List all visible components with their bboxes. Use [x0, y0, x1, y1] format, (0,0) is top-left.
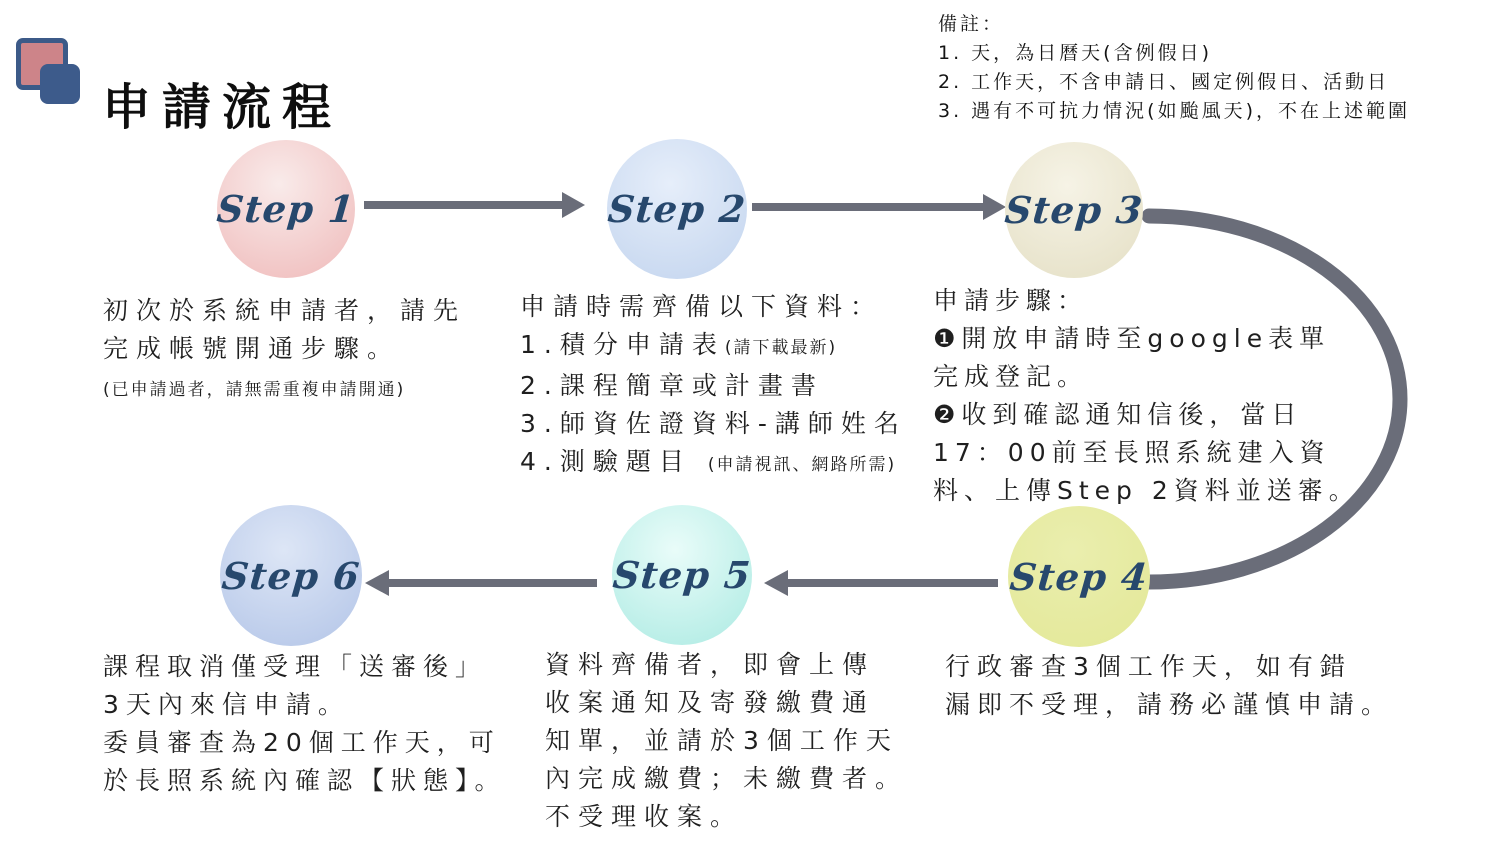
step-text-line: 課程取消僅受理「送審後」	[103, 652, 488, 681]
step-text-line: 資料齊備者，即會上傳	[545, 650, 876, 679]
step-6-label: Step 6	[220, 553, 362, 598]
step-text-line: 於長照系統內確認【狀態】。	[103, 766, 507, 795]
notes-list	[938, 39, 1498, 126]
step-5-description	[545, 646, 908, 836]
step-text-line: 完成登記。	[933, 362, 1089, 391]
arrow-step2-to-step3	[752, 194, 1006, 220]
step-3-description	[933, 282, 1360, 510]
step-3-circle	[1005, 142, 1143, 278]
step-6-circle	[220, 505, 362, 646]
step-text-line: 收案通知及寄發繳費通	[545, 688, 876, 717]
notes-block	[938, 10, 1498, 126]
step-text-line: (已申請過者，請無需重複申請開通)	[103, 380, 406, 400]
note-item: 3. 遇有不可抗力情況(如颱風天)，不在上述範圍	[938, 100, 1410, 122]
step-text-line: 申請時需齊備以下資料：	[520, 292, 884, 321]
note-item: 2. 工作天，不含申請日、國定例假日、活動日	[938, 71, 1390, 93]
step-text-line: 行政審查3個工作天，如有錯	[945, 652, 1352, 681]
arrow-step4-to-step5	[764, 570, 998, 596]
step-text-line: 申請步驟：	[933, 286, 1089, 315]
step-2-description	[520, 288, 907, 484]
step-text-line: 完成帳號開通步驟。	[103, 334, 401, 363]
step-text-line: ❷收到確認通知信後，當日	[933, 400, 1303, 429]
arrow-step5-to-step6	[365, 570, 597, 596]
step-text-line: 3天內來信申請。	[103, 690, 350, 719]
step-text-line: 3.師資佐證資料-講師姓名	[520, 409, 907, 438]
step-text-line: 1.積分申請表(請下載最新)	[520, 330, 838, 359]
step-text-line: ❶開放申請時至google表單	[933, 324, 1331, 353]
step-3-label: Step 3	[1003, 188, 1145, 232]
step-text-line: 4.測驗題目 (申請視訊、網路所需)	[520, 447, 897, 476]
overlapping-squares-icon-front	[40, 64, 80, 104]
step-2-label: Step 2	[606, 187, 748, 231]
step-1-label: Step 1	[215, 187, 357, 231]
step-text-line: 初次於系統申請者，請先	[103, 296, 467, 325]
step-4-label: Step 4	[1008, 554, 1150, 599]
arrow-step1-to-step2	[364, 192, 585, 218]
step-2-circle	[607, 139, 747, 279]
step-5-label: Step 5	[611, 553, 753, 597]
page-title: 申請流程	[102, 78, 343, 136]
step-text-line: 2.課程簡章或計畫書	[520, 371, 824, 400]
notes-heading: 備註：	[938, 13, 1005, 35]
step-6-description	[103, 648, 507, 800]
step-text-line: 不受理收案。	[545, 802, 744, 831]
step-text-line: 料、上傳Step 2資料並送審。	[933, 476, 1360, 505]
step-text-line: 委員審查為20個工作天，可	[103, 728, 501, 757]
step-text-line: 內完成繳費；未繳費者。	[545, 764, 909, 793]
note-item: 1. 天，為日曆天(含例假日)	[938, 42, 1212, 64]
step-4-description	[945, 648, 1393, 724]
step-4-circle	[1008, 506, 1150, 647]
step-1-description	[103, 292, 466, 409]
step-text-line: 知單，並請於3個工作天	[545, 726, 899, 755]
step-1-circle	[217, 140, 355, 278]
step-text-line: 漏即不受理，請務必謹慎申請。	[945, 690, 1394, 719]
step-5-circle	[612, 505, 752, 645]
step-text-line: 17：00前至長照系統建入資	[933, 438, 1331, 467]
